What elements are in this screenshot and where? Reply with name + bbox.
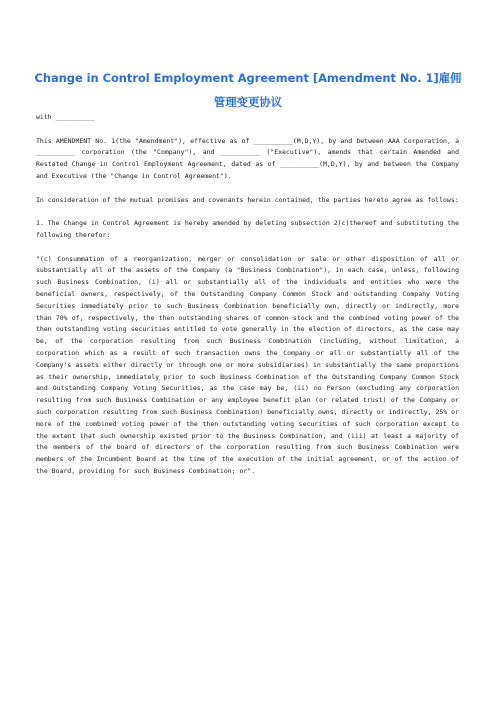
intro-paragraph: This AMENDMENT No. 1(the "Amendment"), effective as of __________(M,D,Y), by and between AAA Corporation, a __________ corporation (the "Company"), and __________ ("Executive"), amends that certain Amended and Restated Change in Control Employment Agreement, dated as of __________(M,D,Y), by and between the Company and Executive (the "Change in Control Agreement"). (36, 136, 459, 180)
consideration-paragraph: In consideration of the mutual promises and covenants herein contained, the parties hereto agree as follows: (36, 195, 459, 204)
document-title: Change in Control Employment Agreement [Amendment No. 1]雇佣管理变更协议 (34, 71, 462, 109)
amendment-clause-1: 1. The Change in Control Agreement is hereby amended by deleting subsection 2(c)thereof and substituting the following therefor: (36, 219, 459, 239)
document-body (36, 112, 459, 490)
subsection-2c-text: "(c) Consummation of a reorganization, merger or consolidation or sale or other disposition of all or substantially all of the assets of the Company (a "Business Combination"), in each case, unless, following such Business Combination, (i) all or substantially all of the individuals and entities who were the beneficial owners, respectively, of the Outstanding Company Common Stock and outstanding Company Voting Securities immediately prior to such Business Combination beneficially own, directly or indirectly, more than 70% of, respectively, the then outstanding shares of common stock and the combined voting power of the then outstanding voting securities entitled to vote generally in the election of directors, as the case may be, of the corporation resulting from such Business Combination (including, without limitation, a corporation which as a result of such transaction owns the Company or all or substantially all of the Company's assets either directly or through one or more subsidiaries) in substantially the same proportions as their ownership, immediately prior to such Business Combination of the Outstanding Company Common Stock and Outstanding Company Voting Securities, as the case may be, (ii) no Person (excluding any corporation resulting from such Business Combination or any employee benefit plan (or related trust) of the Company or such corporation resulting from such Business Combination) beneficially owns, directly or indirectly, 25% or more of the combined voting power of the then outstanding voting securities of such corporation except to the extent that such ownership existed prior to the Business Combination, and (iii) at least a majority of the members of the board of directors of the corporation resulting from such Business Combination were members of the Incumbent Board at the time of the execution of the initial agreement, or of the action of the Board, providing for such Business Combination; or". (36, 254, 459, 475)
with-line: with __________ (36, 113, 95, 121)
